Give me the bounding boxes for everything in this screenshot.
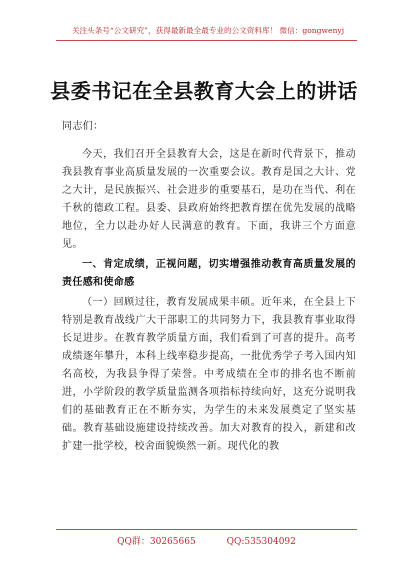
header-notice: 关注头条号“公文研究”，获得最新最全最专业的公文资料库！ 微信：gongwenyj xyxy=(71,26,345,35)
footer-qq-group: QQ群：30265665 xyxy=(117,537,196,547)
footer-divider xyxy=(56,529,357,530)
section-heading: 一、肯定成绩，正视问题，切实增强推动教育高质量发展的责任感和使命感 xyxy=(62,259,356,288)
footer-contacts xyxy=(56,534,357,547)
document-title: 县委书记在全县教育大会上的讲话 xyxy=(50,79,358,103)
footer-qq: QQ:535304092 xyxy=(226,537,296,547)
header-divider xyxy=(56,40,357,41)
intro-paragraph: 今天，我们召开全县教育大会，这是在新时代背景下，推动我县教育事业高质量发展的一次重要会议。教育是国之大计、党之大计，是民族振兴、社会进步的重要基石，是功在当代、利在千秋的德政工程。县委、县政府始终把教育摆在优先发展的战略地位，全力以赴办好人民满意的教育。下面，我讲三个方面意见。 xyxy=(62,149,356,250)
salutation: 同志们： xyxy=(62,121,104,132)
document-body xyxy=(62,118,356,456)
section-paragraph: （一）回顾过往，教育发展成果丰硕。近年来，在全县上下特别是教育战线广大干部职工的共同努力下，我县教育事业取得长足进步。在教育教学质量方面，我们看到了可喜的提升。高考成绩逐年攀升，本科上线率稳步提高，一批优秀学子考入国内知名高校，为我县争得了荣誉。中考成绩在全市的排名也不断前进，小学阶段的教学质量监测各项指标持续向好，这充分说明我们的基础教育正在不断夯实，为学生的未来发展奠定了坚实基础。教育基础设施建设持续改善。加大对教育的投入，新建和改扩建一批学校，校舍面貌焕然一新。现代化的教 xyxy=(62,297,356,452)
